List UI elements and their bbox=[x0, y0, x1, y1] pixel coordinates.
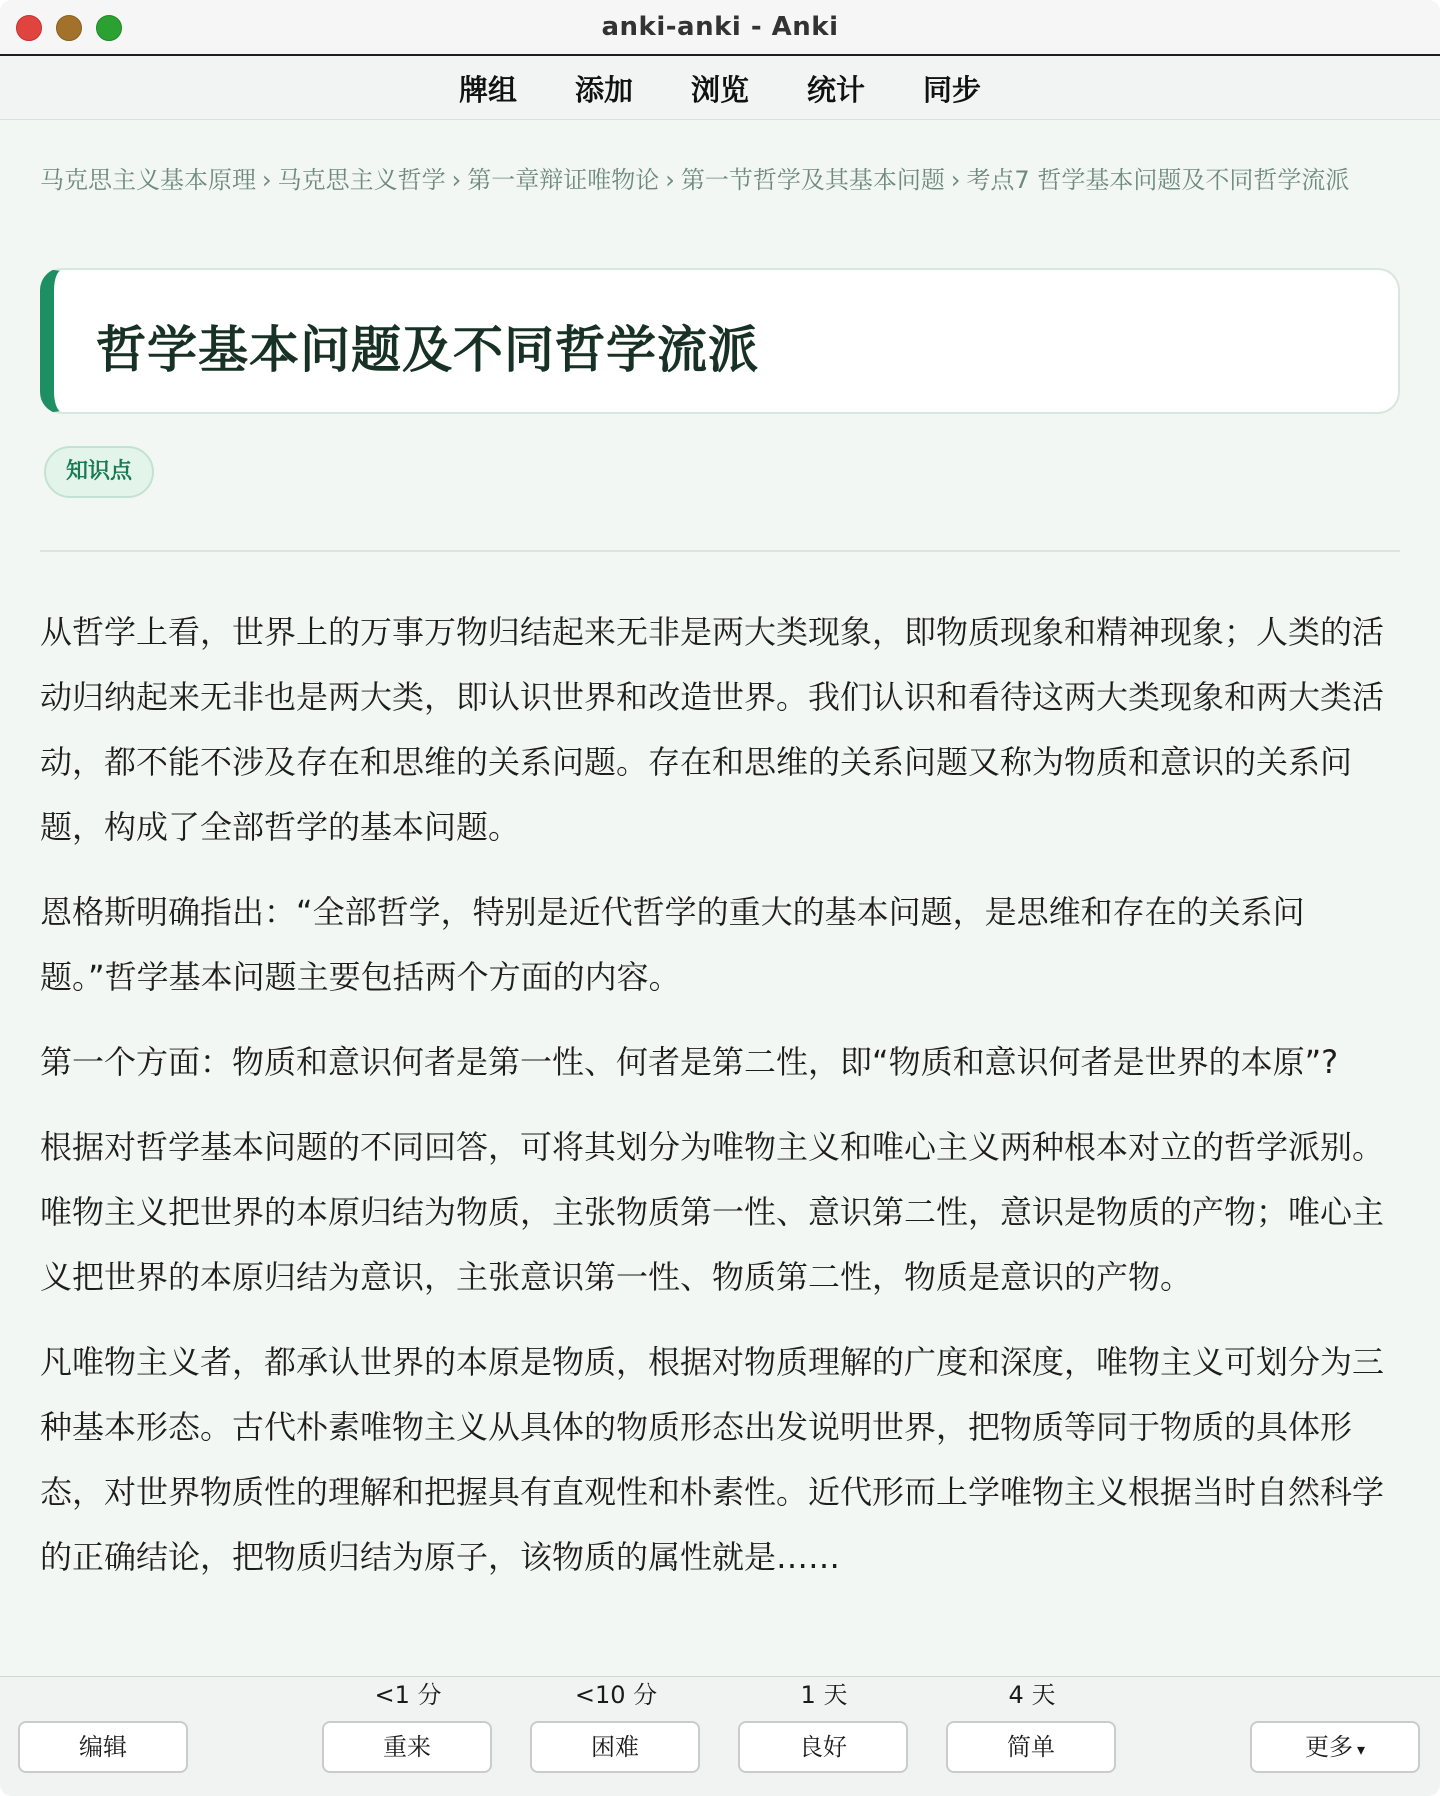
nav-add[interactable]: 添加 bbox=[574, 73, 633, 107]
breadcrumb-separator: › bbox=[262, 166, 272, 194]
good-column bbox=[738, 1677, 910, 1773]
good-button[interactable]: 良好 bbox=[738, 1721, 908, 1773]
window-title: anki-anki - Anki bbox=[601, 12, 839, 42]
more-button[interactable] bbox=[1250, 1721, 1420, 1773]
nav-stats[interactable]: 统计 bbox=[806, 73, 865, 107]
edit-button[interactable]: 编辑 bbox=[18, 1721, 188, 1773]
breadcrumb-item: 第一章辩证唯物论 bbox=[467, 166, 660, 194]
easy-interval: 4 天 bbox=[1008, 1681, 1056, 1709]
breadcrumb bbox=[40, 160, 1400, 200]
edit-column bbox=[18, 1677, 190, 1773]
breadcrumb-separator: › bbox=[950, 166, 961, 194]
hard-column bbox=[530, 1677, 702, 1773]
easy-button[interactable]: 简单 bbox=[946, 1721, 1116, 1773]
body-paragraph: 恩格斯明确指出：“全部哲学，特别是近代哲学的重大的基本问题，是思维和存在的关系问题。”哲学基本问题主要包括两个方面的内容。 bbox=[40, 893, 1305, 996]
body-paragraph: 根据对哲学基本问题的不同回答，可将其划分为唯物主义和唯心主义两种根本对立的哲学派别。唯物主义把世界的本原归结为物质，主张物质第一性、意识第二性，意识是物质的产物；唯心主义把世界的本原归结为意识，主张意识第一性、物质第二性，物质是意识的产物。 bbox=[40, 1128, 1385, 1296]
again-button[interactable]: 重来 bbox=[322, 1721, 492, 1773]
good-interval: 1 天 bbox=[800, 1681, 848, 1709]
body-paragraph: 第一个方面：物质和意识何者是第一性、何者是第二性，即“物质和意识何者是世界的本原”? bbox=[40, 1043, 1339, 1081]
hard-interval: <10 分 bbox=[574, 1681, 658, 1709]
card-heading: 哲学基本问题及不同哲学流派 bbox=[96, 321, 759, 379]
breadcrumb-item: 马克思主义哲学 bbox=[277, 166, 446, 194]
breadcrumb-separator: › bbox=[451, 166, 462, 194]
body-paragraph: 从哲学上看，世界上的万事万物归结起来无非是两大类现象，即物质现象和精神现象；人类的活动归纳起来无非也是两大类，即认识世界和改造世界。我们认识和看待这两大类现象和两大类活动，都不能不涉及存在和思维的关系问题。存在和思维的关系问题又称为物质和意识的关系问题，构成了全部哲学的基本问题。 bbox=[40, 613, 1385, 846]
card-content bbox=[40, 160, 1400, 1576]
breadcrumb-item: 第一节哲学及其基本问题 bbox=[680, 166, 945, 194]
nav-browse[interactable]: 浏览 bbox=[690, 73, 749, 107]
more-column bbox=[1250, 1677, 1422, 1773]
card-body bbox=[40, 600, 1400, 1610]
divider bbox=[40, 550, 1400, 552]
breadcrumb-item: 考点7 哲学基本问题及不同哲学流派 bbox=[966, 166, 1350, 194]
heading-card bbox=[40, 268, 1400, 414]
more-label: 更多 bbox=[1304, 1733, 1353, 1761]
breadcrumb-item: 马克思主义基本原理 bbox=[40, 166, 256, 194]
hard-button[interactable]: 困难 bbox=[530, 1721, 700, 1773]
easy-column bbox=[946, 1677, 1118, 1773]
chevron-down-icon: ▾ bbox=[1356, 1740, 1366, 1759]
body-paragraph: 凡唯物主义者，都承认世界的本原是物质，根据对物质理解的广度和深度，唯物主义可划分为三种基本形态。古代朴素唯物主义从具体的物质形态出发说明世界，把物质等同于物质的具体形态，对世界物质性的理解和把握具有直观性和朴素性。近代形而上学唯物主义根据当时自然科学的正确结论，把物质归结为原子，该物质的属性就是…… bbox=[40, 1343, 1385, 1576]
again-column bbox=[322, 1677, 494, 1773]
knowledge-tag: 知识点 bbox=[44, 446, 154, 498]
nav-decks[interactable]: 牌组 bbox=[458, 73, 517, 107]
again-interval: <1 分 bbox=[374, 1681, 442, 1709]
nav-sync[interactable]: 同步 bbox=[922, 73, 981, 107]
answer-bar bbox=[0, 1676, 1440, 1796]
breadcrumb-separator: › bbox=[665, 166, 675, 194]
